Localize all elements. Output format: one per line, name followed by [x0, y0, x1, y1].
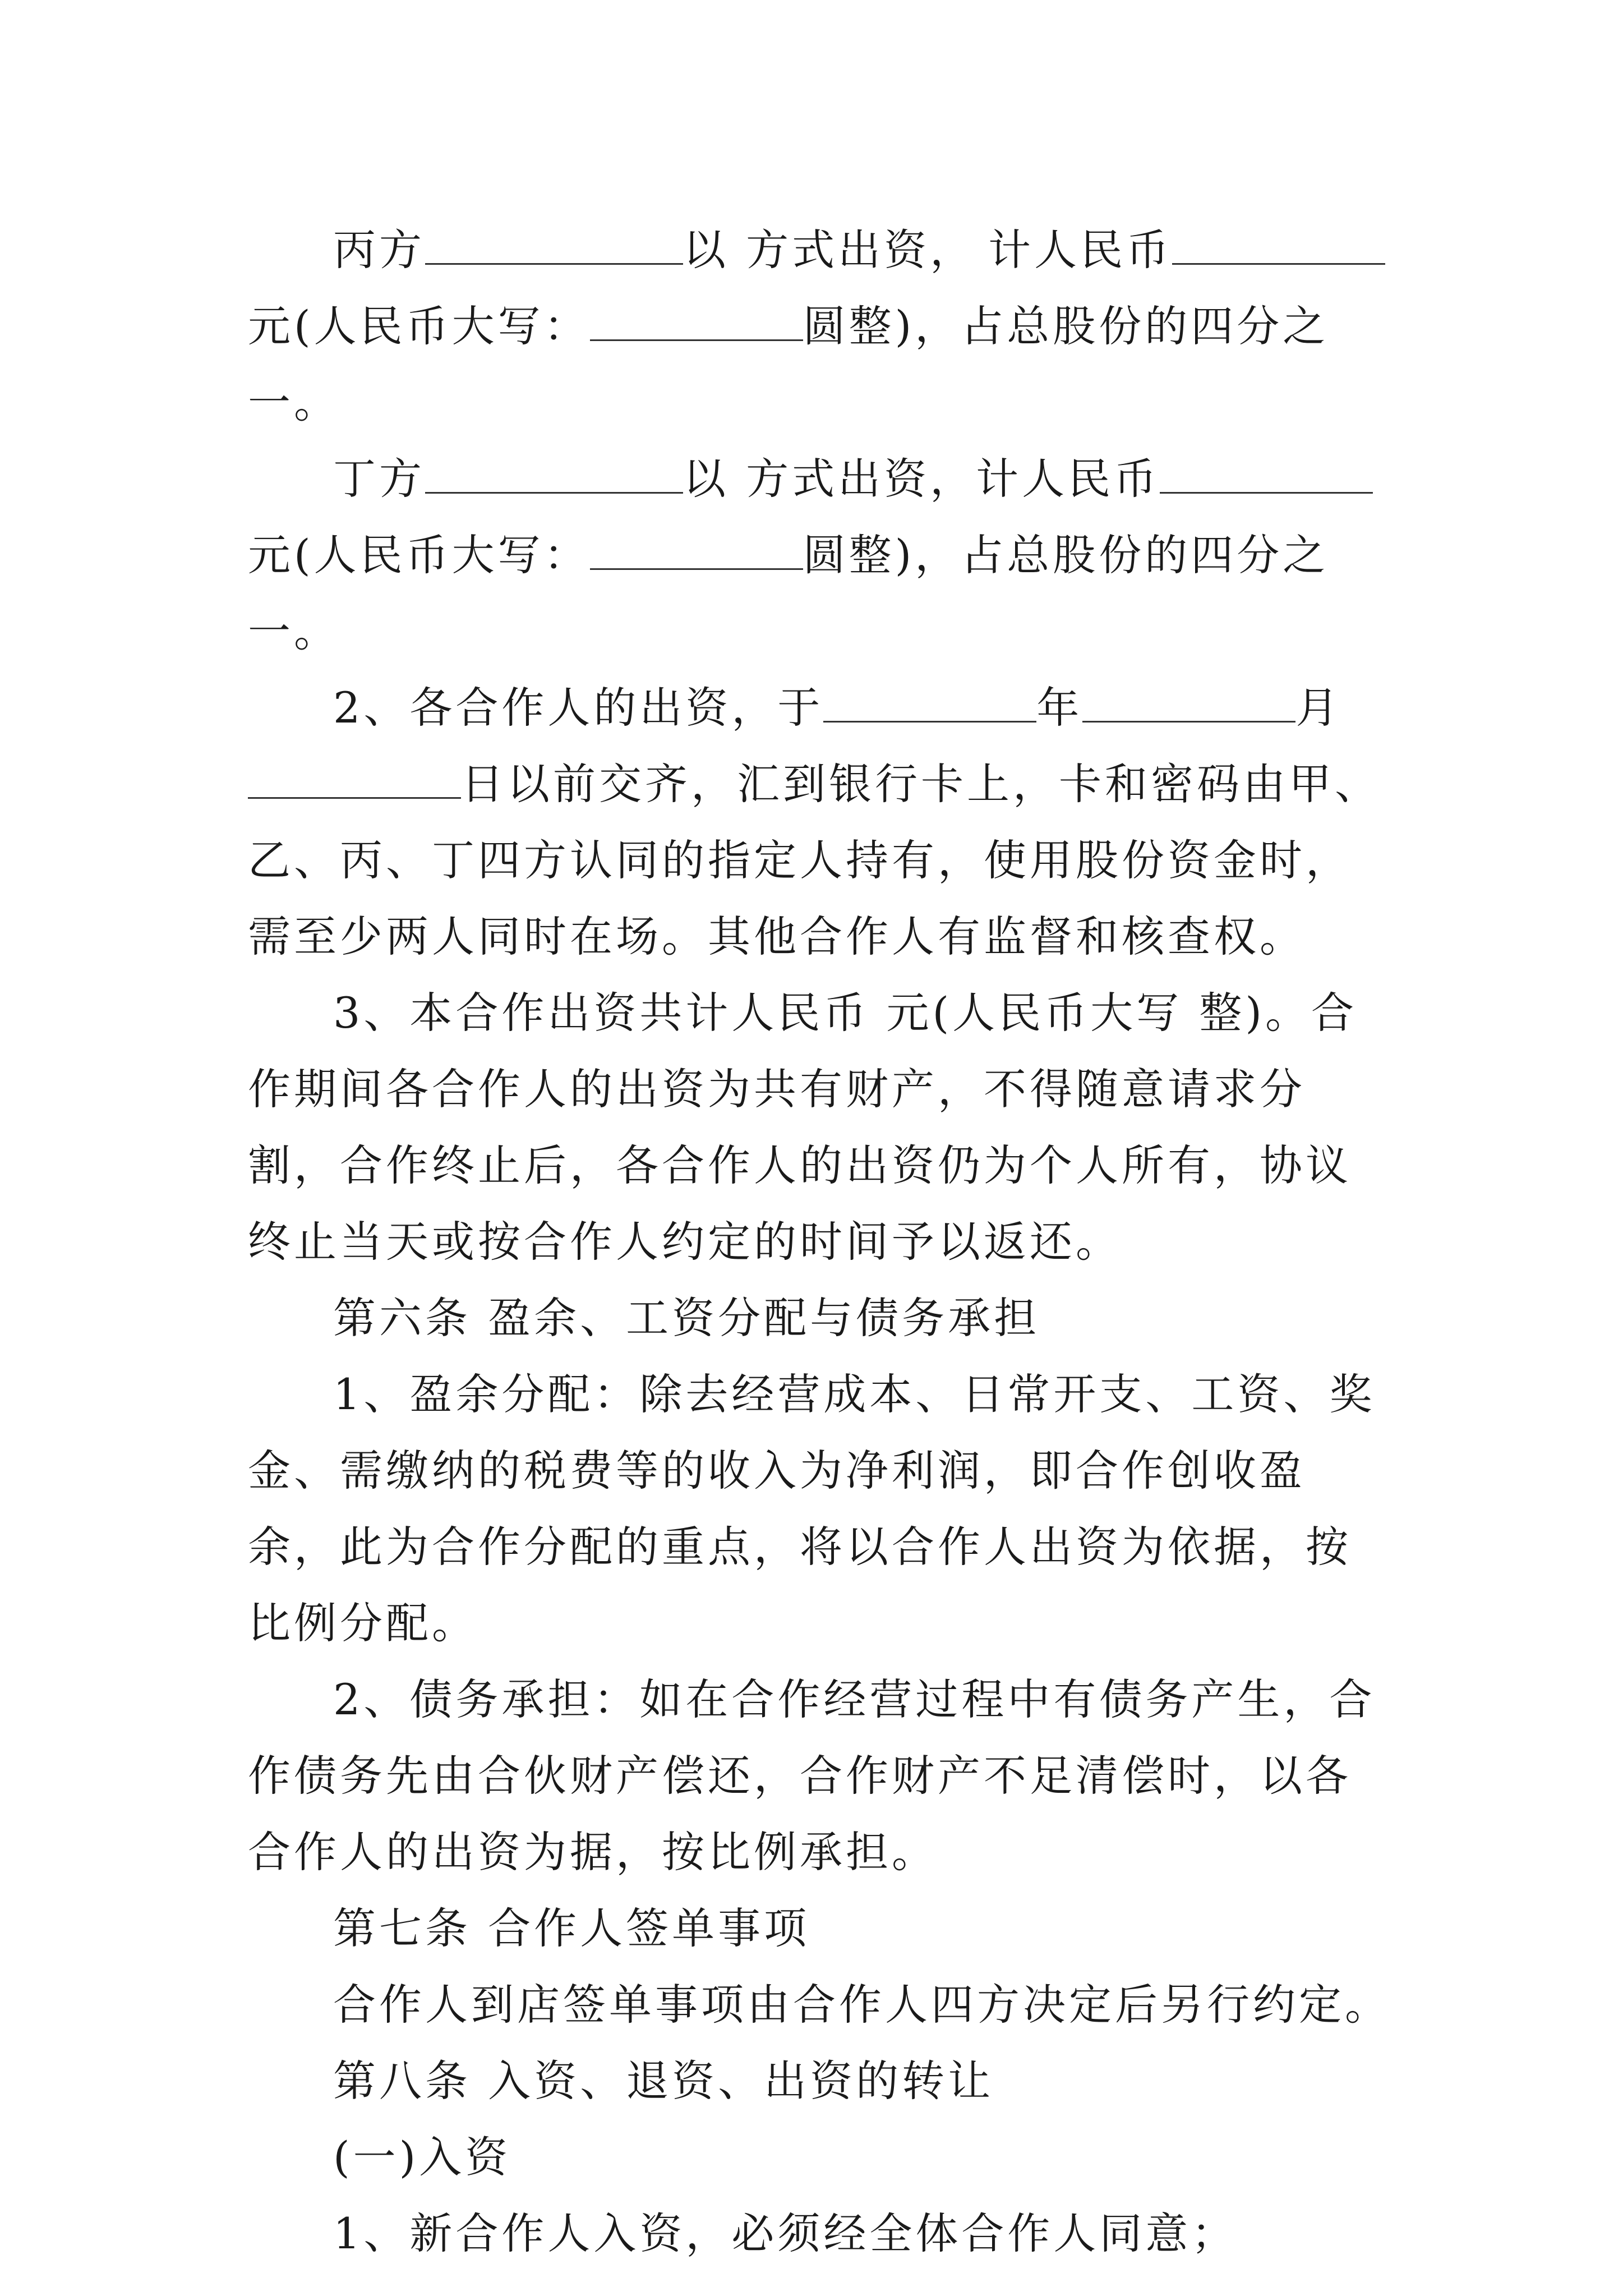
party-c-label: 丙方 [333, 225, 425, 275]
deadline-year-blank [823, 683, 1036, 723]
party-d-name-blank [425, 454, 683, 494]
paragraph-signing-matters: 合作人到店签单事项由合作人四方决定后另行约定。 [333, 1980, 1391, 2030]
party-d-share-text: 圆整)，占总股份的四分之一。 [248, 530, 1329, 656]
article-eight-heading: 第八条 入资、退资、出资的转让 [333, 2056, 994, 2106]
party-d-amount-blank [1160, 454, 1373, 494]
party-c-amount-label: 计人民币 [988, 225, 1173, 275]
paragraph-party-c [248, 212, 1392, 441]
paragraph-profit-distribution: 1、盈余分配：除去经营成本、日常开支、工资、奖金、需缴纳的税费等的收入为净利润，即合作创收盈余，此为合作分配的重点，将以合作人出资为依据，按比例分配。 [248, 1369, 1376, 1648]
party-d-method-text: 以 方式出资，计人民币 [683, 454, 1160, 504]
deadline-day-blank [248, 759, 461, 799]
article-seven-heading: 第七条 合作人签单事项 [333, 1903, 810, 1953]
deadline-rest-text: 日以前交齐，汇到银行卡上，卡和密码由甲、乙、丙、丁四方认同的指定人持有，使用股份资金时，需至少两人同时在场。其他合作人有监督和核查权。 [248, 759, 1381, 961]
deadline-intro: 2、各合作人的出资，于 [333, 683, 824, 733]
article-six-heading: 第六条 盈余、工资分配与债务承担 [333, 1293, 1040, 1343]
party-c-name-blank [425, 225, 683, 265]
deadline-month-label: 月 [1295, 683, 1342, 733]
party-c-uppercase-blank [590, 301, 803, 341]
party-c-amount-blank [1172, 225, 1385, 265]
party-c-share-text: 圆整)，占总股份的四分之一。 [248, 301, 1329, 427]
party-c-method-text: 以 方式出资， [683, 225, 976, 275]
paragraph-new-partner: 1、新合作人入资，必须经全体合作人同意； [333, 2208, 1238, 2258]
paragraph-deadline [248, 670, 1392, 975]
deadline-year-label: 年 [1036, 683, 1083, 733]
party-d-uppercase-label: 元(人民币大写： [248, 530, 590, 580]
deadline-month-blank [1082, 683, 1295, 723]
document-body [248, 212, 1392, 2272]
paragraph-debt-bearing: 2、债务承担：如在合作经营过程中有债务产生，合作债务先由合伙财产偿还，合作财产不足清偿时，以各合作人的出资为据，按比例承担。 [248, 1674, 1376, 1877]
party-c-uppercase-label: 元(人民币大写： [248, 301, 590, 351]
party-d-label: 丁方 [333, 454, 425, 504]
paragraph-total-capital: 3、本合作出资共计人民币 元(人民币大写 整)。合作期间各合作人的出资为共有财产，不得随意请求分割，合作终止后，各合作人的出资仍为个人所有，协议终止当天或按合作人约定的时间予以返还。 [248, 988, 1357, 1267]
section-capital-entry-heading: (一)入资 [333, 2132, 511, 2182]
paragraph-party-d [248, 441, 1392, 670]
party-d-uppercase-blank [590, 530, 803, 570]
